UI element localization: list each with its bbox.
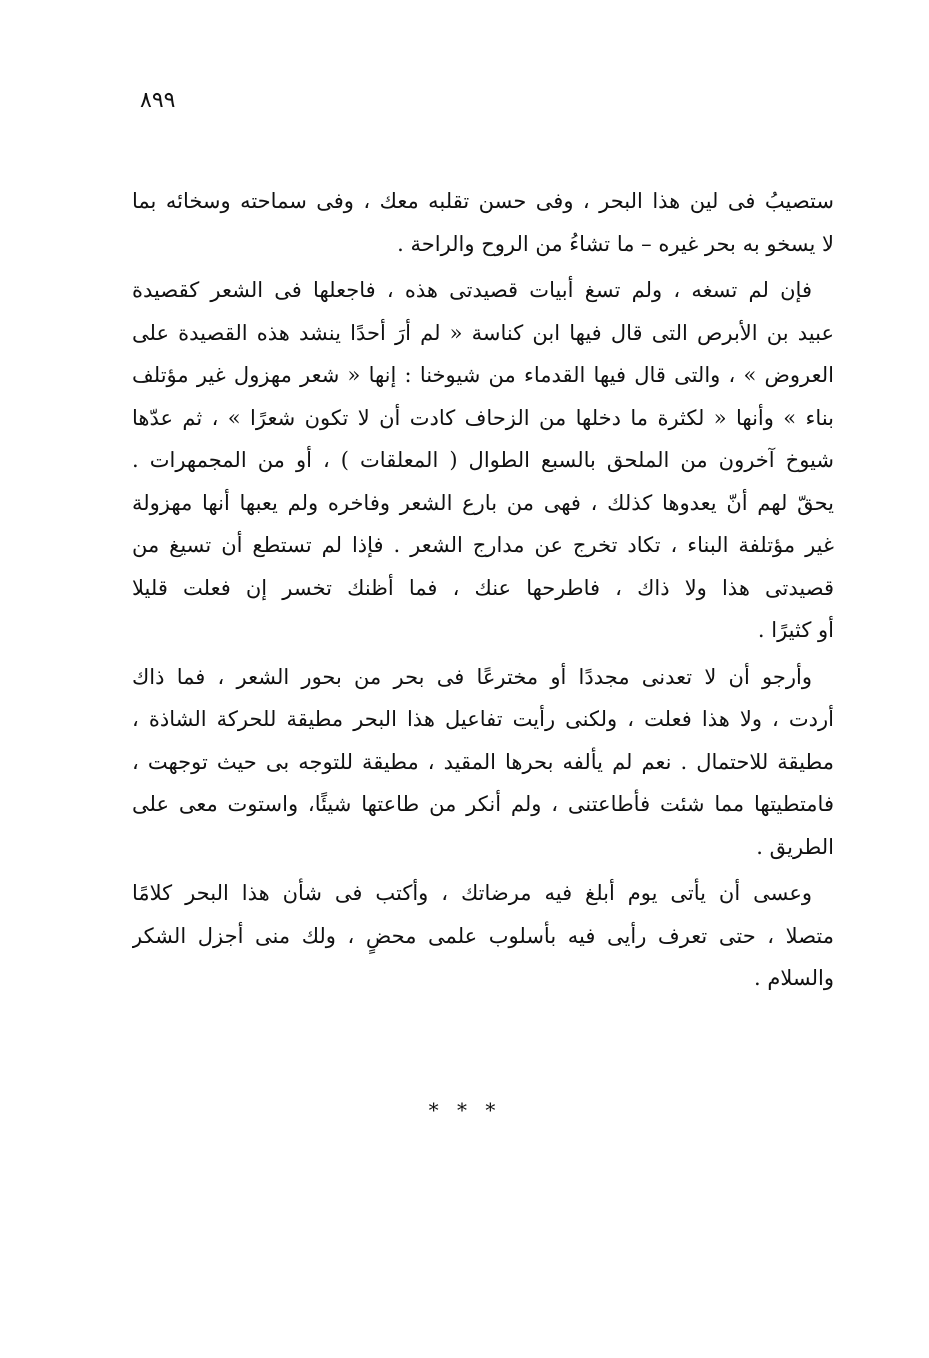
- text-line: عبيد بن الأبرص التى قال فيها ابن كناسة « لم أرَ أحدًا ينشد هذه القصيدة على: [132, 320, 834, 345]
- page-number: ٨٩٩: [140, 88, 176, 113]
- text-line: الطريق .: [756, 834, 834, 859]
- text-line: لا يسخو به بحر غيره – ما تشاءُ من الروح والراحة .: [397, 231, 834, 256]
- text-line: وأرجو أن لا تعدنى مجددًا أو مخترعًا فى بحر من بحور الشعر ، فما ذاك: [132, 664, 812, 689]
- paragraph-3: [132, 656, 834, 869]
- text-line: شيوخ آخرون من الملحق بالسبع الطوال ( المعلقات ) ، أو من المجمهرات .: [132, 448, 834, 472]
- text-line: ستصيبُ فى لين هذا البحر ، وفى حسن تقلبه معك ، وفى سماحته وسخائه بما: [132, 189, 834, 213]
- body-text: [132, 180, 834, 1004]
- text-line: أو كثيرًا .: [757, 618, 834, 642]
- text-line: بناء » وأنها « لكثرة ما دخلها من الزحاف كادت أن لا تكون شعرًا » ، ثم عدّها: [132, 405, 834, 430]
- text-line: مطيقة للاحتمال . نعم لم يألفه بحرها المقيد ، مطيقة للتوجه بى حيث توجهت ،: [132, 749, 834, 774]
- section-separator: * * *: [428, 1098, 502, 1122]
- paragraph-1: [132, 180, 834, 265]
- paragraph-2: [132, 269, 834, 652]
- text-line: والسلام .: [754, 966, 834, 990]
- text-line: يحقّ لهم أنّ يعدوها كذلك ، فهى من بارع الشعر وفاخره ولم يعبها أنها مهزولة: [132, 490, 834, 515]
- text-line: وعسى أن يأتى يوم أبلغ فيه مرضاتك ، وأكتب فى شأن هذا البحر كلامًا: [132, 881, 812, 905]
- text-line: أردت ، ولا هذا فعلت ، ولكنى رأيت تفاعيل هذا البحر مطيقة للحركة الشاذة ،: [132, 707, 834, 731]
- paragraph-4: [132, 872, 834, 1000]
- text-line: العروض » ، والتى قال فيها القدماء من شيوخنا : إنها « شعر مهزول غير مؤتلف: [132, 363, 834, 387]
- text-line: قصيدتى هذا ولا ذاك ، فاطرحها عنك ، فما أظنك تخسر إن فعلت قليلا: [132, 575, 834, 600]
- text-line: متصلا ، حتى تعرف رأيى فيه بأسلوب علمى محضٍ ، ولك منى أجزل الشكر: [132, 923, 834, 948]
- text-line: فامتطيتها مما شئت فأطاعتنى ، ولم أنكر من طاعتها شيئًا، واستوت معى على: [132, 792, 834, 816]
- text-line: فإن لم تسغه ، ولم تسغ أبيات قصيدتى هذه ، فاجعلها فى الشعر كقصيدة: [132, 278, 812, 302]
- text-line: غير مؤتلفة البناء ، تكاد تخرج عن مدارج الشعر . فإذا لم تستطع أن تسيغ من: [132, 533, 834, 557]
